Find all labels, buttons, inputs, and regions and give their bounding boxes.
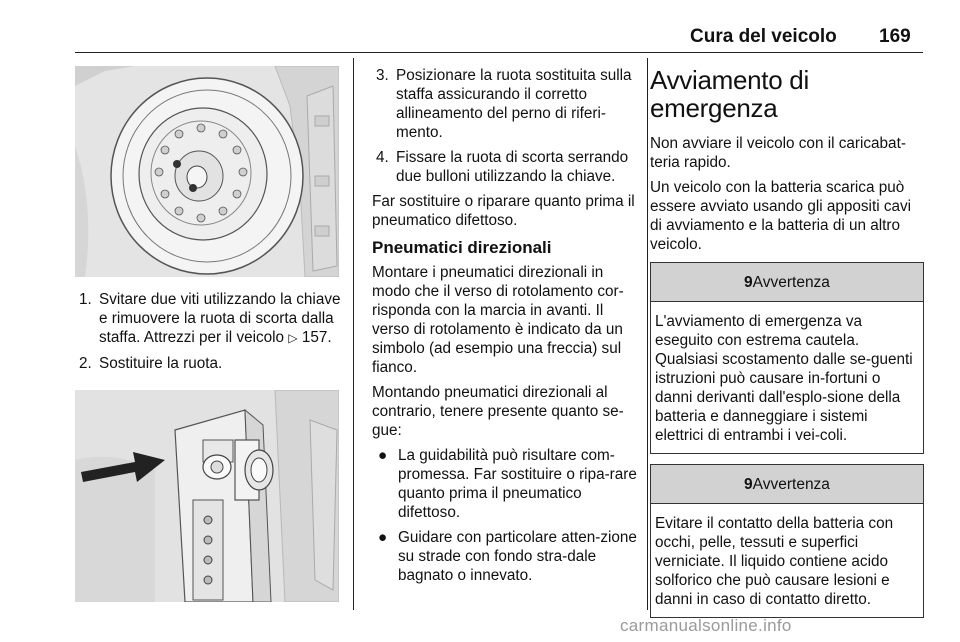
paragraph: Non avviare il veicolo con il caricabat-teria rapido. xyxy=(650,135,906,171)
step-text-end: . xyxy=(327,329,332,346)
step-text: Sostituire la ruota. xyxy=(99,355,223,372)
watermark: carmanualsonline.info xyxy=(620,616,792,635)
step-text: Posizionare la ruota sostituita sulla staffa assicurando il corretto allineamento del perno di riferi-mento. xyxy=(396,67,632,141)
step-number: 3. xyxy=(376,67,389,84)
step-text: Svitare due viti utilizzando la chiave e rimuovere la ruota di scorta dalla staffa. Attrezzi per il veicolo xyxy=(99,291,341,346)
bullet-icon: ● xyxy=(378,447,388,464)
step-number: 4. xyxy=(376,149,389,166)
paragraph: Montare i pneumatici direzionali in modo che il verso di rotolamento cor-risponda con la marcia in avanti. Il verso di rotolamento è indicato da un simbolo (ad esempio una freccia) sul fianco. xyxy=(372,264,624,376)
warning-header xyxy=(651,465,923,504)
column-divider-left xyxy=(353,58,354,610)
step-number: 1. xyxy=(79,291,92,308)
warning-text: L'avviamento di emergenza va eseguito con estrema cautela. Qualsiasi scostamento dalle se-guenti istruzioni può causare in-fortuni o danni derivanti dall'esplo-sione della batteria e danneggiare i sistemi elettrici di entrambi i vei-coli. xyxy=(655,313,913,444)
column-divider-right xyxy=(647,58,648,610)
bullet-item xyxy=(372,528,638,585)
subheading: Pneumatici direzionali xyxy=(372,238,552,257)
header-rule xyxy=(75,52,923,53)
arrow-reference-icon: ▷ xyxy=(288,331,298,345)
warning-header xyxy=(651,263,923,302)
bullet-item xyxy=(372,446,638,522)
warning-triangle-icon: 9 xyxy=(744,273,753,291)
bullet-text: Guidare con particolare atten-zione su strade con fondo stra-dale bagnato o innevato. xyxy=(398,529,637,584)
section-title: Avviamento di emergenza xyxy=(650,65,809,123)
spare-wheel-illustration xyxy=(75,66,339,277)
warning-triangle-icon: 9 xyxy=(744,475,753,493)
wheel-bracket-illustration xyxy=(75,390,339,602)
warning-text: Evitare il contatto della batteria con occhi, pelle, tessuti e superfici verniciate. Il liquido contiene acido solforico che può causare lesioni e danni in caso di contatto diretto. xyxy=(655,515,894,608)
step-item xyxy=(75,290,341,348)
paragraph: Far sostituire o riparare quanto prima il pneumatico difettoso. xyxy=(372,193,635,229)
step-number: 2. xyxy=(79,355,92,372)
bullet-text: La guidabilità può risultare com-promessa. Far sostituire o ripa-rare quanto prima il pneumatico difettoso. xyxy=(398,447,637,521)
paragraph: Un veicolo con la batteria scarica può essere avviato usando gli appositi cavi di avviamento e la batteria di un altro veicolo. xyxy=(650,179,912,253)
bullet-icon: ● xyxy=(378,529,388,546)
warning-label: Avvertenza xyxy=(752,273,830,291)
step-text: Fissare la ruota di scorta serrando due bulloni utilizzando la chiave. xyxy=(396,149,629,185)
step-item xyxy=(372,148,638,186)
warning-label: Avvertenza xyxy=(752,475,830,493)
warning-box xyxy=(650,262,924,454)
warning-box xyxy=(650,464,924,618)
paragraph: Montando pneumatici direzionali al contrario, tenere presente quanto se-gue: xyxy=(372,384,624,439)
page-reference[interactable]: 157 xyxy=(301,329,328,346)
step-item xyxy=(372,66,638,142)
step-item xyxy=(75,354,341,373)
header-title: Cura del veicolo xyxy=(690,26,837,47)
page-number: 169 xyxy=(879,26,911,47)
